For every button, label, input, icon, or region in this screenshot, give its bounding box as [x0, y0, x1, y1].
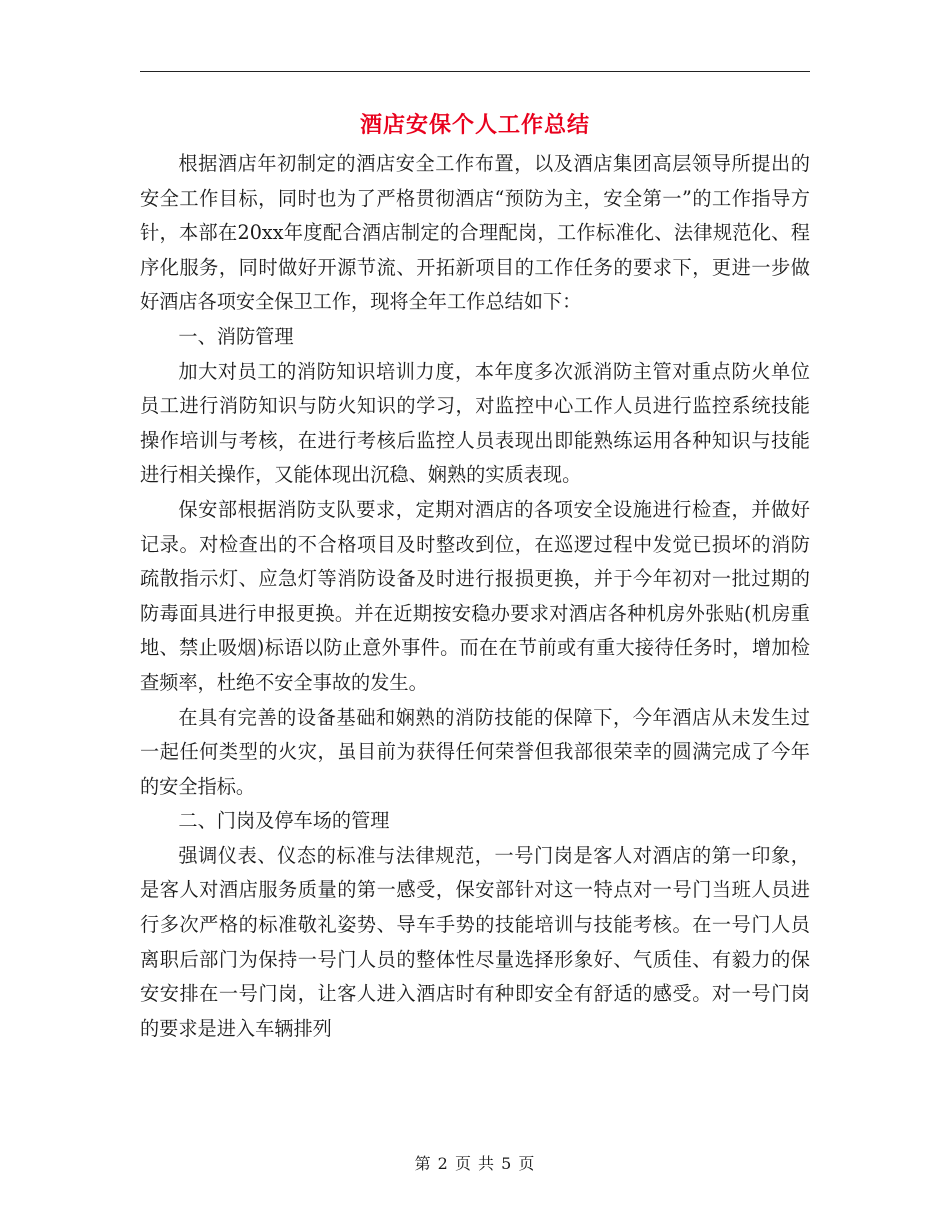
section-heading-gate-parking: 二、门岗及停车场的管理 — [178, 809, 390, 833]
paragraph-fire-result: 在具有完善的设备基础和娴熟的消防技能的保障下，今年酒店从未发生过一起任何类型的火灾，虽目前为获得任何荣誉但我部很荣幸的圆满完成了今年的安全指标。 — [140, 705, 810, 798]
paragraph-fire-inspection: 保安部根据消防支队要求，定期对酒店的各项安全设施进行检查，并做好记录。对检查出的不合格项目及时整改到位，在巡逻过程中发觉已损坏的消防疏散指示灯、应急灯等消防设备及时进行报损更换，并于今年初对一批过期的防毒面具进行申报更换。并在近期按安稳办要求对酒店各种机房外张贴(机房重地、禁止吸烟)标语以防止意外事件。而在在节前或有重大接待任务时，增加检查频率，杜绝不安全事故的发生。 — [140, 497, 810, 694]
paragraph-fire-training: 加大对员工的消防知识培训力度，本年度多次派消防主管对重点防火单位员工进行消防知识与防火知识的学习，对监控中心工作人员进行监控系统技能操作培训与考核，在进行考核后监控人员表现出即能熟练运用各种知识与技能进行相关操作，又能体现出沉稳、娴熟的实质表现。 — [140, 359, 810, 487]
document-title: 酒店安保个人工作总结 — [359, 112, 590, 138]
section-heading-fire-management: 一、消防管理 — [178, 324, 294, 348]
paragraph-intro: 根据酒店年初制定的酒店安全工作布置，以及酒店集团高层领导所提出的安全工作目标，同时也为了严格贯彻酒店“预防为主，安全第一”的工作指导方针，本部在20xx年度配合酒店制定的合理配岗，工作标准化、法律规范化、程序化服务，同时做好开源节流、开拓新项目的工作任务的要求下，更进一步做好酒店各项安全保卫工作，现将全年工作总结如下： — [140, 152, 810, 314]
header-rule — [140, 71, 810, 72]
page-number-footer: 第 2 页 共 5 页 — [414, 1154, 536, 1173]
paragraph-gate-standards: 强调仪表、仪态的标准与法律规范，一号门岗是客人对酒店的第一印象，是客人对酒店服务质量的第一感受，保安部针对这一特点对一号门当班人员进行多次严格的标准敬礼姿势、导车手势的技能培训与技能考核。在一号门人员离职后部门为保持一号门人员的整体性尽量选择形象好、气质佳、有毅力的保安安排在一号门岗，让客人进入酒店时有种即安全有舒适的感受。对一号门岗的要求是进入车辆排列 — [140, 843, 810, 1040]
document-body — [140, 147, 810, 1046]
